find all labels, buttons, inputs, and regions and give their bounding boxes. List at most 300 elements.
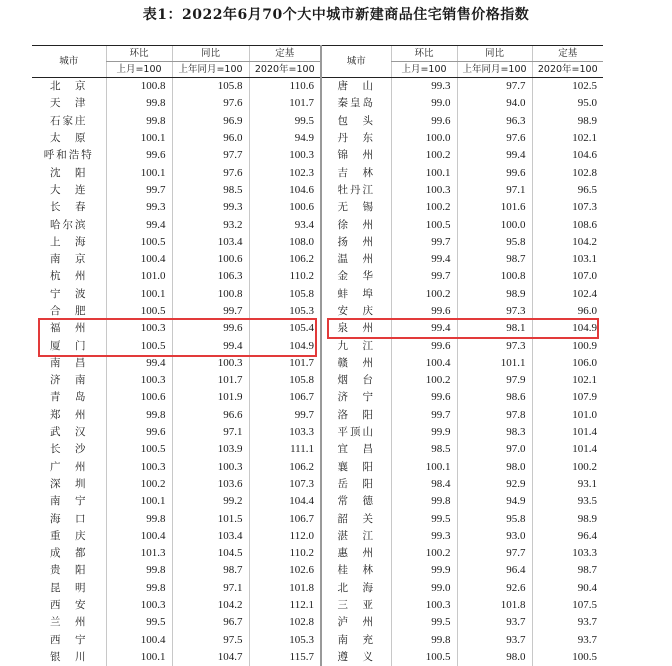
city-cell-right: 湛 江 xyxy=(321,528,391,545)
yoy-cell-left: 97.6 xyxy=(172,164,249,181)
yoy-cell-left: 96.9 xyxy=(172,113,249,130)
city-cell-left: 沈 阳 xyxy=(32,164,106,181)
header-yoy-base-left: 上年同月=100 xyxy=(172,62,249,78)
base-cell-left: 100.3 xyxy=(249,147,321,164)
yoy-cell-right: 98.9 xyxy=(457,286,532,303)
city-cell-left: 贵 阳 xyxy=(32,562,106,579)
base-cell-left: 103.3 xyxy=(249,424,321,441)
yoy-cell-left: 97.7 xyxy=(172,147,249,164)
table-row xyxy=(32,528,603,545)
yoy-cell-left: 97.5 xyxy=(172,632,249,649)
yoy-cell-left: 99.2 xyxy=(172,493,249,510)
base-cell-right: 102.1 xyxy=(532,372,603,389)
table-row xyxy=(32,251,603,268)
mom-cell-right: 100.2 xyxy=(391,199,457,216)
base-cell-right: 102.5 xyxy=(532,78,603,96)
mom-cell-right: 100.2 xyxy=(391,147,457,164)
city-cell-left: 重 庆 xyxy=(32,528,106,545)
table-row xyxy=(32,476,603,493)
city-cell-right: 吉 林 xyxy=(321,164,391,181)
base-cell-right: 100.2 xyxy=(532,459,603,476)
yoy-cell-left: 96.0 xyxy=(172,130,249,147)
table-row xyxy=(32,286,603,303)
yoy-cell-left: 99.6 xyxy=(172,320,249,337)
mom-cell-right: 100.0 xyxy=(391,130,457,147)
mom-cell-right: 99.8 xyxy=(391,632,457,649)
mom-cell-left: 100.3 xyxy=(106,597,172,614)
base-cell-right: 106.0 xyxy=(532,355,603,372)
mom-cell-right: 100.4 xyxy=(391,355,457,372)
mom-cell-left: 100.5 xyxy=(106,337,172,354)
city-cell-right: 北 海 xyxy=(321,580,391,597)
yoy-cell-left: 104.5 xyxy=(172,545,249,562)
yoy-cell-left: 100.3 xyxy=(172,355,249,372)
mom-cell-left: 99.4 xyxy=(106,216,172,233)
base-cell-right: 100.5 xyxy=(532,649,603,666)
mom-cell-right: 100.1 xyxy=(391,164,457,181)
yoy-cell-right: 100.8 xyxy=(457,268,532,285)
yoy-cell-right: 93.7 xyxy=(457,632,532,649)
table-row xyxy=(32,113,603,130)
mom-cell-right: 99.6 xyxy=(391,113,457,130)
city-cell-left: 昆 明 xyxy=(32,580,106,597)
yoy-cell-left: 100.6 xyxy=(172,251,249,268)
base-cell-right: 98.9 xyxy=(532,510,603,527)
table-row xyxy=(32,493,603,510)
table-row xyxy=(32,234,603,251)
base-cell-left: 106.7 xyxy=(249,510,321,527)
city-cell-left: 海 口 xyxy=(32,510,106,527)
yoy-cell-left: 101.7 xyxy=(172,372,249,389)
base-cell-left: 105.3 xyxy=(249,303,321,320)
mom-cell-left: 100.4 xyxy=(106,528,172,545)
base-cell-right: 93.1 xyxy=(532,476,603,493)
city-cell-left: 长 沙 xyxy=(32,441,106,458)
yoy-cell-right: 98.7 xyxy=(457,251,532,268)
yoy-cell-right: 93.7 xyxy=(457,614,532,631)
table-row xyxy=(32,580,603,597)
city-cell-left: 银 川 xyxy=(32,649,106,666)
yoy-cell-right: 97.3 xyxy=(457,303,532,320)
table-row xyxy=(32,372,603,389)
base-cell-right: 98.9 xyxy=(532,113,603,130)
yoy-cell-left: 98.5 xyxy=(172,182,249,199)
yoy-cell-left: 93.2 xyxy=(172,216,249,233)
table-row xyxy=(32,614,603,631)
yoy-cell-left: 105.8 xyxy=(172,78,249,96)
mom-cell-right: 99.7 xyxy=(391,268,457,285)
yoy-cell-right: 98.3 xyxy=(457,424,532,441)
mom-cell-right: 99.7 xyxy=(391,407,457,424)
city-cell-right: 襄 阳 xyxy=(321,459,391,476)
table-row xyxy=(32,78,603,96)
city-cell-right: 三 亚 xyxy=(321,597,391,614)
base-cell-left: 99.5 xyxy=(249,113,321,130)
yoy-cell-right: 93.0 xyxy=(457,528,532,545)
mom-cell-left: 100.3 xyxy=(106,372,172,389)
table-row xyxy=(32,130,603,147)
mom-cell-right: 100.2 xyxy=(391,286,457,303)
yoy-cell-right: 101.6 xyxy=(457,199,532,216)
yoy-cell-left: 100.3 xyxy=(172,459,249,476)
table-row xyxy=(32,545,603,562)
city-cell-right: 南 充 xyxy=(321,632,391,649)
city-cell-right: 济 宁 xyxy=(321,389,391,406)
base-cell-left: 105.3 xyxy=(249,632,321,649)
header-base-left: 定基 xyxy=(249,46,321,62)
mom-cell-left: 99.6 xyxy=(106,424,172,441)
yoy-cell-right: 97.6 xyxy=(457,130,532,147)
mom-cell-left: 99.8 xyxy=(106,95,172,112)
city-cell-left: 兰 州 xyxy=(32,614,106,631)
table-row xyxy=(32,268,603,285)
mom-cell-right: 99.6 xyxy=(391,337,457,354)
mom-cell-left: 100.1 xyxy=(106,493,172,510)
table-row xyxy=(32,164,603,181)
base-cell-left: 93.4 xyxy=(249,216,321,233)
city-cell-left: 福 州 xyxy=(32,320,106,337)
base-cell-left: 112.0 xyxy=(249,528,321,545)
mom-cell-right: 100.3 xyxy=(391,597,457,614)
mom-cell-left: 101.0 xyxy=(106,268,172,285)
city-cell-left: 太 原 xyxy=(32,130,106,147)
mom-cell-left: 99.8 xyxy=(106,113,172,130)
base-cell-right: 96.0 xyxy=(532,303,603,320)
mom-cell-right: 99.9 xyxy=(391,424,457,441)
mom-cell-right: 99.6 xyxy=(391,389,457,406)
city-cell-left: 西 宁 xyxy=(32,632,106,649)
base-cell-left: 101.7 xyxy=(249,355,321,372)
base-cell-left: 110.2 xyxy=(249,268,321,285)
header-mom-left: 环比 xyxy=(106,46,172,62)
yoy-cell-right: 96.4 xyxy=(457,562,532,579)
city-cell-left: 北 京 xyxy=(32,78,106,96)
mom-cell-left: 100.6 xyxy=(106,389,172,406)
mom-cell-left: 100.1 xyxy=(106,286,172,303)
base-cell-right: 107.0 xyxy=(532,268,603,285)
mom-cell-right: 99.9 xyxy=(391,562,457,579)
base-cell-right: 96.4 xyxy=(532,528,603,545)
yoy-cell-right: 97.8 xyxy=(457,407,532,424)
city-cell-right: 金 华 xyxy=(321,268,391,285)
city-cell-right: 泸 州 xyxy=(321,614,391,631)
base-cell-left: 105.4 xyxy=(249,320,321,337)
header-city-left: 城市 xyxy=(32,46,106,78)
base-cell-right: 103.1 xyxy=(532,251,603,268)
mom-cell-left: 100.3 xyxy=(106,459,172,476)
base-cell-right: 107.3 xyxy=(532,199,603,216)
mom-cell-right: 99.6 xyxy=(391,303,457,320)
base-cell-left: 105.8 xyxy=(249,286,321,303)
yoy-cell-left: 103.4 xyxy=(172,528,249,545)
header-base-base-right: 2020年=100 xyxy=(532,62,603,78)
base-cell-left: 106.2 xyxy=(249,251,321,268)
base-cell-right: 103.3 xyxy=(532,545,603,562)
city-cell-left: 呼和浩特 xyxy=(32,147,106,164)
city-cell-right: 桂 林 xyxy=(321,562,391,579)
table-row xyxy=(32,562,603,579)
base-cell-left: 104.9 xyxy=(249,337,321,354)
mom-cell-left: 100.3 xyxy=(106,320,172,337)
base-cell-left: 115.7 xyxy=(249,649,321,666)
mom-cell-right: 100.2 xyxy=(391,545,457,562)
mom-cell-left: 100.1 xyxy=(106,164,172,181)
yoy-cell-right: 92.6 xyxy=(457,580,532,597)
header-city-right: 城市 xyxy=(321,46,391,78)
table-row xyxy=(32,510,603,527)
yoy-cell-right: 99.4 xyxy=(457,147,532,164)
yoy-cell-right: 98.1 xyxy=(457,320,532,337)
city-cell-left: 南 昌 xyxy=(32,355,106,372)
mom-cell-right: 100.5 xyxy=(391,649,457,666)
mom-cell-right: 99.5 xyxy=(391,614,457,631)
base-cell-left: 106.2 xyxy=(249,459,321,476)
base-cell-left: 101.8 xyxy=(249,580,321,597)
base-cell-right: 98.7 xyxy=(532,562,603,579)
header-yoy-left: 同比 xyxy=(172,46,249,62)
city-cell-right: 无 锡 xyxy=(321,199,391,216)
mom-cell-right: 99.5 xyxy=(391,510,457,527)
city-cell-right: 安 庆 xyxy=(321,303,391,320)
city-cell-left: 大 连 xyxy=(32,182,106,199)
mom-cell-right: 99.4 xyxy=(391,251,457,268)
yoy-cell-left: 97.1 xyxy=(172,424,249,441)
header-row-top xyxy=(32,46,603,62)
header-mom-base-right: 上月=100 xyxy=(391,62,457,78)
table-row xyxy=(32,459,603,476)
mom-cell-left: 99.8 xyxy=(106,510,172,527)
mom-cell-left: 99.6 xyxy=(106,147,172,164)
mom-cell-right: 100.5 xyxy=(391,216,457,233)
city-cell-left: 南 京 xyxy=(32,251,106,268)
base-cell-left: 104.6 xyxy=(249,182,321,199)
yoy-cell-right: 98.6 xyxy=(457,389,532,406)
header-base-base-left: 2020年=100 xyxy=(249,62,321,78)
table-row xyxy=(32,216,603,233)
mom-cell-left: 100.5 xyxy=(106,234,172,251)
base-cell-left: 99.7 xyxy=(249,407,321,424)
base-cell-right: 90.4 xyxy=(532,580,603,597)
city-cell-left: 长 春 xyxy=(32,199,106,216)
header-yoy-right: 同比 xyxy=(457,46,532,62)
base-cell-left: 110.6 xyxy=(249,78,321,96)
city-cell-left: 青 岛 xyxy=(32,389,106,406)
city-cell-left: 合 肥 xyxy=(32,303,106,320)
base-cell-right: 93.7 xyxy=(532,614,603,631)
city-cell-right: 洛 阳 xyxy=(321,407,391,424)
mom-cell-right: 98.4 xyxy=(391,476,457,493)
city-cell-left: 哈尔滨 xyxy=(32,216,106,233)
city-cell-right: 扬 州 xyxy=(321,234,391,251)
table-body xyxy=(32,78,603,666)
table-row xyxy=(32,337,603,354)
city-cell-left: 济 南 xyxy=(32,372,106,389)
table-row xyxy=(32,303,603,320)
city-cell-right: 徐 州 xyxy=(321,216,391,233)
yoy-cell-left: 99.4 xyxy=(172,337,249,354)
header-row-sub xyxy=(32,62,603,78)
yoy-cell-left: 97.1 xyxy=(172,580,249,597)
table-row xyxy=(32,632,603,649)
base-cell-right: 108.6 xyxy=(532,216,603,233)
city-cell-right: 九 江 xyxy=(321,337,391,354)
yoy-cell-right: 95.8 xyxy=(457,234,532,251)
city-cell-left: 天 津 xyxy=(32,95,106,112)
yoy-cell-right: 97.9 xyxy=(457,372,532,389)
base-cell-right: 95.0 xyxy=(532,95,603,112)
mom-cell-left: 100.5 xyxy=(106,303,172,320)
base-cell-left: 101.7 xyxy=(249,95,321,112)
mom-cell-right: 99.0 xyxy=(391,580,457,597)
city-cell-right: 泉 州 xyxy=(321,320,391,337)
mom-cell-left: 99.3 xyxy=(106,199,172,216)
base-cell-right: 107.5 xyxy=(532,597,603,614)
base-cell-right: 100.9 xyxy=(532,337,603,354)
yoy-cell-left: 97.6 xyxy=(172,95,249,112)
table-row xyxy=(32,182,603,199)
city-cell-left: 郑 州 xyxy=(32,407,106,424)
table-row xyxy=(32,424,603,441)
yoy-cell-right: 97.7 xyxy=(457,78,532,96)
mom-cell-left: 100.1 xyxy=(106,130,172,147)
mom-cell-left: 99.8 xyxy=(106,407,172,424)
base-cell-right: 107.9 xyxy=(532,389,603,406)
yoy-cell-left: 103.9 xyxy=(172,441,249,458)
yoy-cell-left: 104.7 xyxy=(172,649,249,666)
city-cell-right: 赣 州 xyxy=(321,355,391,372)
table-row xyxy=(32,95,603,112)
city-cell-right: 韶 关 xyxy=(321,510,391,527)
city-cell-right: 包 头 xyxy=(321,113,391,130)
mom-cell-left: 99.5 xyxy=(106,614,172,631)
table-row xyxy=(32,407,603,424)
yoy-cell-left: 100.8 xyxy=(172,286,249,303)
base-cell-right: 101.4 xyxy=(532,441,603,458)
city-cell-right: 牡丹江 xyxy=(321,182,391,199)
yoy-cell-right: 101.8 xyxy=(457,597,532,614)
mom-cell-left: 99.7 xyxy=(106,182,172,199)
table-row xyxy=(32,199,603,216)
city-cell-left: 厦 门 xyxy=(32,337,106,354)
mom-cell-left: 100.8 xyxy=(106,78,172,96)
yoy-cell-left: 101.9 xyxy=(172,389,249,406)
city-cell-left: 武 汉 xyxy=(32,424,106,441)
mom-cell-right: 99.3 xyxy=(391,78,457,96)
yoy-cell-right: 97.1 xyxy=(457,182,532,199)
mom-cell-right: 100.3 xyxy=(391,182,457,199)
city-cell-right: 唐 山 xyxy=(321,78,391,96)
city-cell-right: 烟 台 xyxy=(321,372,391,389)
city-cell-right: 宜 昌 xyxy=(321,441,391,458)
base-cell-right: 101.4 xyxy=(532,424,603,441)
base-cell-right: 102.4 xyxy=(532,286,603,303)
yoy-cell-right: 97.3 xyxy=(457,337,532,354)
table-title: 表1：2022年6月70个大中城市新建商品住宅销售价格指数 xyxy=(0,4,672,24)
table-row xyxy=(32,389,603,406)
base-cell-left: 111.1 xyxy=(249,441,321,458)
yoy-cell-right: 92.9 xyxy=(457,476,532,493)
city-cell-left: 杭 州 xyxy=(32,268,106,285)
base-cell-left: 100.6 xyxy=(249,199,321,216)
base-cell-left: 110.2 xyxy=(249,545,321,562)
mom-cell-left: 100.2 xyxy=(106,476,172,493)
mom-cell-right: 99.8 xyxy=(391,493,457,510)
base-cell-left: 104.4 xyxy=(249,493,321,510)
header-mom-base-left: 上月=100 xyxy=(106,62,172,78)
yoy-cell-right: 100.0 xyxy=(457,216,532,233)
mom-cell-right: 99.7 xyxy=(391,234,457,251)
mom-cell-left: 101.3 xyxy=(106,545,172,562)
yoy-cell-right: 97.0 xyxy=(457,441,532,458)
base-cell-right: 102.8 xyxy=(532,164,603,181)
mom-cell-left: 100.4 xyxy=(106,251,172,268)
table-row xyxy=(32,355,603,372)
base-cell-left: 106.7 xyxy=(249,389,321,406)
base-cell-left: 102.3 xyxy=(249,164,321,181)
city-cell-right: 平顶山 xyxy=(321,424,391,441)
city-cell-left: 上 海 xyxy=(32,234,106,251)
city-cell-left: 深 圳 xyxy=(32,476,106,493)
header-base-right: 定基 xyxy=(532,46,603,62)
city-cell-left: 南 宁 xyxy=(32,493,106,510)
yoy-cell-left: 101.5 xyxy=(172,510,249,527)
table-row xyxy=(32,597,603,614)
header-yoy-base-right: 上年同月=100 xyxy=(457,62,532,78)
yoy-cell-left: 104.2 xyxy=(172,597,249,614)
yoy-cell-right: 101.1 xyxy=(457,355,532,372)
city-cell-right: 遵 义 xyxy=(321,649,391,666)
mom-cell-left: 99.4 xyxy=(106,355,172,372)
base-cell-right: 104.2 xyxy=(532,234,603,251)
city-cell-left: 广 州 xyxy=(32,459,106,476)
yoy-cell-left: 103.6 xyxy=(172,476,249,493)
city-cell-right: 秦皇岛 xyxy=(321,95,391,112)
table-row xyxy=(32,147,603,164)
city-cell-right: 丹 东 xyxy=(321,130,391,147)
city-cell-right: 蚌 埠 xyxy=(321,286,391,303)
table-row xyxy=(32,649,603,666)
yoy-cell-left: 106.3 xyxy=(172,268,249,285)
yoy-cell-left: 98.7 xyxy=(172,562,249,579)
price-index-table xyxy=(32,45,603,666)
mom-cell-right: 100.2 xyxy=(391,372,457,389)
yoy-cell-right: 96.3 xyxy=(457,113,532,130)
mom-cell-left: 100.1 xyxy=(106,649,172,666)
yoy-cell-left: 96.6 xyxy=(172,407,249,424)
base-cell-right: 93.5 xyxy=(532,493,603,510)
yoy-cell-left: 99.7 xyxy=(172,303,249,320)
city-cell-left: 石家庄 xyxy=(32,113,106,130)
base-cell-left: 107.3 xyxy=(249,476,321,493)
base-cell-left: 94.9 xyxy=(249,130,321,147)
yoy-cell-right: 99.6 xyxy=(457,164,532,181)
city-cell-left: 宁 波 xyxy=(32,286,106,303)
yoy-cell-left: 96.7 xyxy=(172,614,249,631)
base-cell-right: 96.5 xyxy=(532,182,603,199)
table-row xyxy=(32,320,603,337)
mom-cell-left: 99.8 xyxy=(106,580,172,597)
base-cell-right: 101.0 xyxy=(532,407,603,424)
yoy-cell-right: 98.0 xyxy=(457,649,532,666)
mom-cell-right: 99.4 xyxy=(391,320,457,337)
yoy-cell-right: 98.0 xyxy=(457,459,532,476)
mom-cell-left: 100.5 xyxy=(106,441,172,458)
yoy-cell-right: 95.8 xyxy=(457,510,532,527)
mom-cell-right: 100.1 xyxy=(391,459,457,476)
city-cell-right: 锦 州 xyxy=(321,147,391,164)
city-cell-right: 常 德 xyxy=(321,493,391,510)
base-cell-left: 108.0 xyxy=(249,234,321,251)
